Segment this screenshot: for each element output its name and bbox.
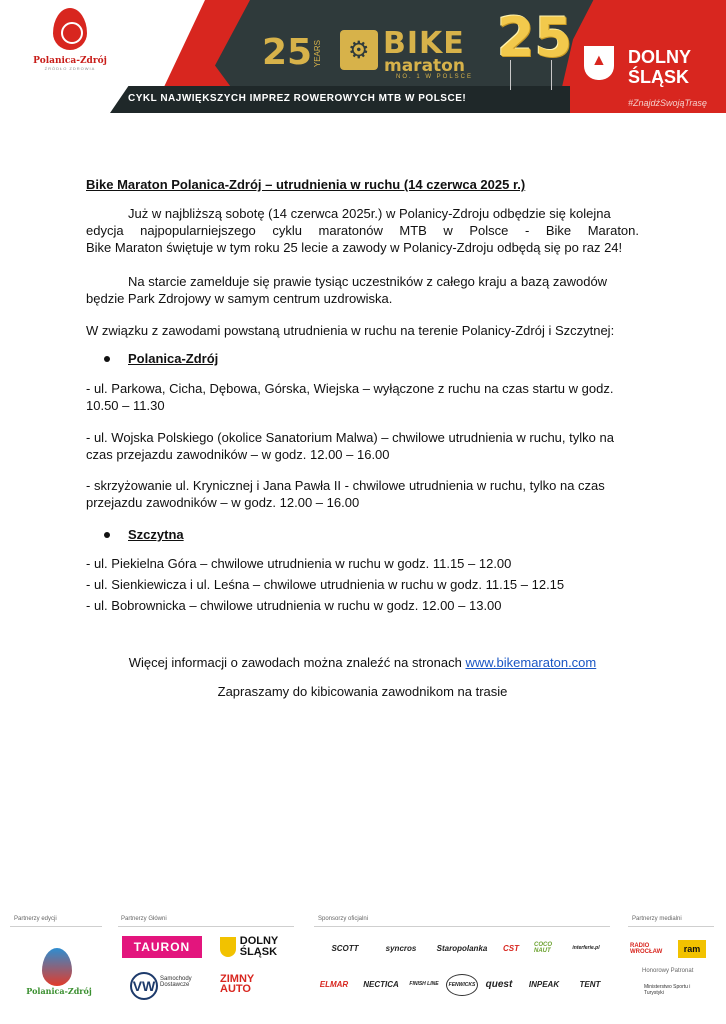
intro-line-2: edycja najpopularniejszego cyklu maratonów MTB w Polsce - Bike Maraton.	[86, 223, 639, 238]
dolny-slask-line1: DOLNY	[628, 47, 691, 67]
start-line-1: Na starcie zamelduje się prawie tysiąc uczestników z całego kraju a bazą zawodów	[128, 274, 608, 289]
list-item	[86, 380, 639, 414]
sponsor-logo-cst: CST	[503, 943, 519, 953]
section-heading-polanica	[104, 351, 218, 366]
intro-paragraph	[86, 205, 639, 256]
label-official-sponsors: Sponsorzy oficjalni	[318, 916, 369, 922]
section-heading-text: Polanica-Zdrój	[128, 351, 219, 366]
label-honorary-patronage: Honorowy Patronat	[642, 968, 694, 974]
section-heading-szczytna	[104, 527, 184, 542]
tauron-logo: TAURON	[122, 936, 202, 958]
bullet-icon	[104, 532, 110, 538]
label-main-partners: Partnerzy Główni	[121, 916, 167, 922]
ds-partner-line1: DOLNY	[239, 935, 279, 947]
list-item-line: 10.50 – 11.30	[86, 398, 165, 413]
dolny-slask-partner-text	[240, 936, 279, 958]
anniversary-balloon-25: 25	[497, 6, 573, 69]
zimny-line1: ZIMNY	[220, 973, 255, 985]
list-item	[86, 477, 639, 511]
divider	[628, 926, 714, 927]
dolny-slask-partner-logo	[214, 934, 284, 960]
sponsor-logo-staropolanka: Staropolanka	[436, 943, 488, 953]
bikemaraton-years-number: 25	[262, 32, 313, 73]
list-item: - ul. Sienkiewicza i ul. Leśna – chwilowe utrudnienia w ruchu w godz. 11.15 – 12.15	[86, 577, 565, 592]
eagle-icon	[220, 937, 236, 957]
banner-cycle-text: CYKL NAJWIĘKSZYCH IMPREZ ROWEROWYCH MTB W POLSCE!	[128, 93, 467, 104]
sponsor-logo-inpeak: INPEAK	[528, 979, 560, 989]
divider	[118, 926, 294, 927]
vw-text-line2: Dostawcze	[160, 982, 190, 988]
sponsor-logo-nectica: NECTICA	[363, 979, 399, 989]
header-banner	[0, 0, 726, 113]
patron-logo-ministry: Ministerstwo Sportu i Turystyki	[644, 984, 691, 996]
start-paragraph	[86, 273, 639, 307]
bikemaraton-maraton-word: maraton	[384, 56, 465, 76]
intro-line-3: Bike Maraton świętuje w tym roku 25 lecie a zawody w Polanicy-Zdroju odbędą się po raz 24!	[86, 240, 623, 255]
label-edition-partners: Partnerzy edycji	[14, 916, 57, 922]
sponsor-logo-syncros: syncros	[385, 943, 417, 953]
more-info-text: Więcej informacji o zawodach można znaleźć na stronach	[128, 655, 466, 670]
section-heading-text: Szczytna	[128, 527, 184, 542]
start-line-2: będzie Park Zdrojowy w samym centrum uzdrowiska.	[86, 291, 393, 306]
bikemaraton-years-label: YEARS	[313, 40, 322, 68]
divider	[10, 926, 102, 927]
intro-line-1: Już w najbliższą sobotę (14 czerwca 2025r.) w Polanicy-Zdroju odbędzie się kolejna	[128, 206, 611, 221]
sponsor-logo-coconaut: COCO NAUT	[534, 942, 552, 954]
list-item-line: - skrzyżowanie ul. Krynicznej i Jana Pawła II - chwilowe utrudnienia w ruchu, tylko na czas	[86, 478, 605, 493]
vw-dostawcze-text	[160, 976, 210, 994]
traffic-intro: W związku z zawodami powstaną utrudnienia w ruchu na terenie Polanicy-Zdrój i Szczytnej:	[86, 323, 615, 338]
water-drop-icon	[53, 8, 87, 50]
bike-rider-icon	[340, 30, 378, 70]
sponsor-logo-finishline: FINISH LINE	[409, 981, 439, 987]
zimny-line2: AUTO	[220, 983, 251, 995]
document-title: Bike Maraton Polanica-Zdrój – utrudnienia w ruchu (14 czerwca 2025 r.)	[86, 177, 526, 192]
dolny-slask-hashtag: #ZnajdźSwojąTrasę	[628, 98, 707, 108]
closing-line: Zapraszamy do kibicowania zawodnikom na trasie	[217, 684, 508, 699]
polanica-footer-drop-icon	[42, 948, 72, 986]
bikemaraton-tagline: NO. 1 W POLSCE	[396, 74, 474, 80]
list-item	[86, 429, 639, 463]
list-item: - ul. Bobrownicka – chwilowe utrudnienia w ruchu w godz. 12.00 – 13.00	[86, 598, 502, 613]
ds-partner-line2: ŚLĄSK	[239, 946, 278, 958]
bikemaraton-link[interactable]: www.bikemaraton.com	[465, 655, 597, 670]
sponsor-logo-tent: TENT	[579, 979, 601, 989]
sponsor-logo-elmar: ELMAR	[319, 979, 349, 989]
sponsor-logo-interferie: interferie.pl	[572, 945, 600, 951]
dolny-slask-line2: ŚLĄSK	[628, 67, 690, 87]
sponsor-logo-fenwicks: FENWICKS	[446, 974, 478, 996]
label-media-partners: Partnerzy medialni	[632, 916, 682, 922]
list-item: - ul. Piekielna Góra – chwilowe utrudnienia w ruchu w godz. 11.15 – 12.00	[86, 556, 512, 571]
list-item-line: przejazdu zawodników – w godz. 12.00 – 16.00	[86, 495, 360, 510]
list-item-line: czas przejazdu zawodników – w godz. 12.00 – 16.00	[86, 447, 390, 462]
media-logo-radio-wroclaw: RADIO WROCŁAW	[630, 943, 663, 955]
vw-text-line1: Samochody	[160, 976, 192, 982]
bikemaraton-bike-word: BIKE	[383, 26, 465, 61]
list-item-line: - ul. Wojska Polskiego (okolice Sanatorium Malwa) – chwilowe utrudnienia w ruchu, tylko na	[86, 430, 614, 445]
bullet-icon	[104, 356, 110, 362]
more-info-line	[86, 655, 639, 670]
sponsor-logo-quest: quest	[485, 978, 513, 990]
polanica-footer-logo-name: Polanica-Zdrój	[26, 986, 92, 996]
zimny-auto-logo	[220, 974, 284, 996]
partners-footer	[0, 910, 726, 1024]
polanica-zdroj-logo	[30, 8, 110, 71]
sponsor-logo-scott: SCOTT	[331, 943, 359, 953]
list-item-line: - ul. Parkowa, Cicha, Dębowa, Górska, Wiejska – wyłączone z ruchu na czas startu w godz.	[86, 381, 614, 396]
volkswagen-logo-icon: VW	[130, 972, 158, 1000]
polanica-logo-name: Polanica-Zdrój	[33, 56, 107, 66]
media-logo-ram: ram	[678, 940, 706, 958]
polanica-logo-tagline: ŹRÓDŁO ZDROWIA	[44, 66, 96, 71]
divider	[314, 926, 610, 927]
dolny-slask-eagle-icon	[584, 46, 614, 80]
